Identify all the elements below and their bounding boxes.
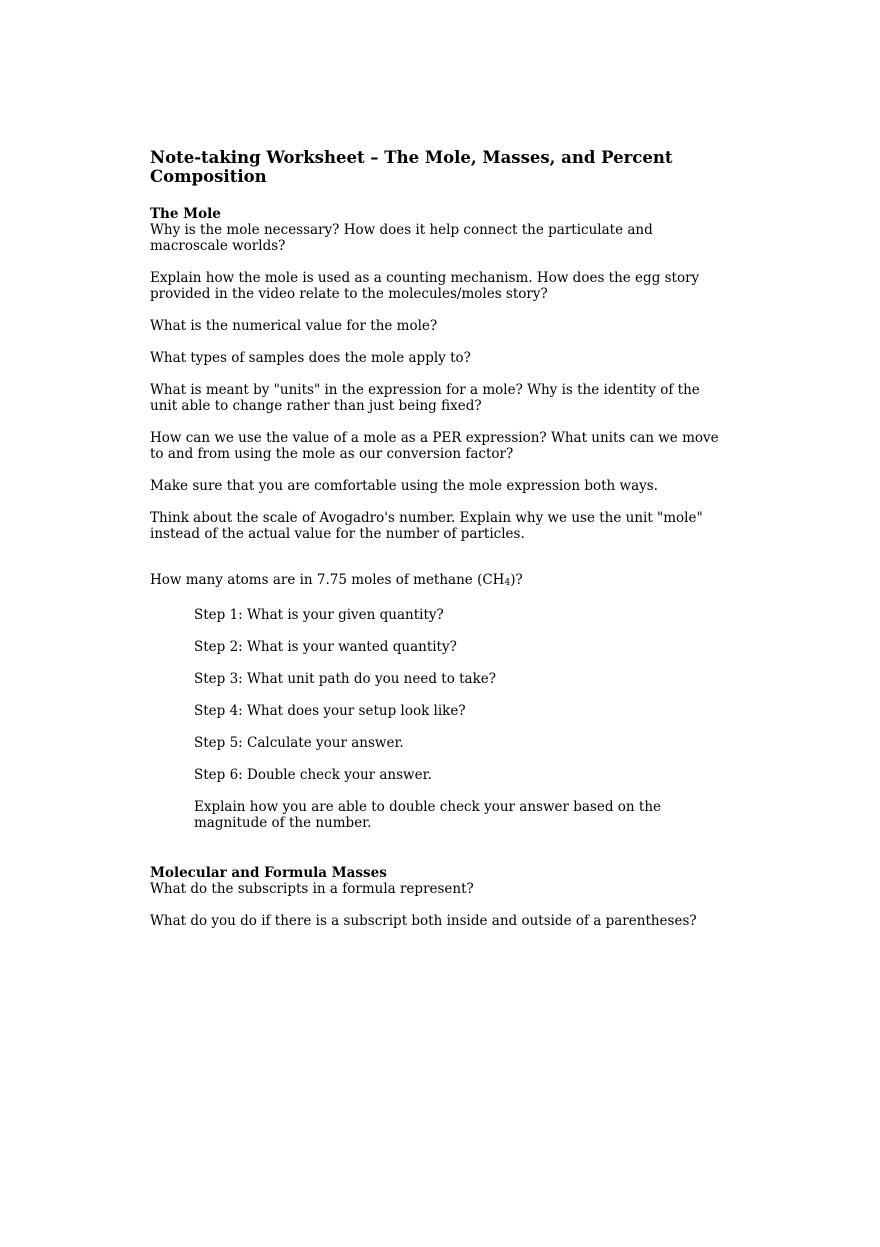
- question-per-expression: How can we use the value of a mole as a PER expression? What units can we move to and from using the mole as our conversion factor?: [150, 430, 719, 462]
- step-5: Step 5: Calculate your answer.: [194, 735, 404, 751]
- step-4: Step 4: What does your setup look like?: [194, 703, 466, 719]
- question-avogadro-scale: Think about the scale of Avogadro's number. Explain why we use the unit "mole" instead of the actual value for the number of particles.: [150, 510, 703, 542]
- problem-steps: [194, 607, 730, 831]
- step-6: Step 6: Double check your answer.: [194, 767, 432, 783]
- section-heading-the-mole: The Mole: [150, 206, 221, 222]
- question-parentheses-subscript: What do you do if there is a subscript both inside and outside of a parentheses?: [150, 913, 697, 929]
- worksheet-page: [150, 148, 730, 945]
- problem-methane-atoms: [150, 572, 730, 591]
- question-numerical-value: What is the numerical value for the mole?: [150, 318, 438, 334]
- section-heading-molecular-formula-masses: Molecular and Formula Masses: [150, 865, 387, 881]
- note-mole-both-ways: Make sure that you are comfortable using the mole expression both ways.: [150, 478, 658, 494]
- step-1: Step 1: What is your given quantity?: [194, 607, 444, 623]
- question-counting-mechanism: Explain how the mole is used as a counting mechanism. How does the egg story provided in the video relate to the molecules/moles story?: [150, 270, 700, 302]
- question-units-meaning: What is meant by "units" in the expression for a mole? Why is the identity of the unit able to change rather than just being fixed?: [150, 382, 700, 414]
- question-subscripts-represent: What do the subscripts in a formula represent?: [150, 881, 474, 897]
- step-3: Step 3: What unit path do you need to take?: [194, 671, 497, 687]
- question-sample-types: What types of samples does the mole apply to?: [150, 350, 471, 366]
- question-mole-necessary: Why is the mole necessary? How does it help connect the particulate and macroscale worlds?: [150, 222, 653, 254]
- step-2: Step 2: What is your wanted quantity?: [194, 639, 457, 655]
- step-explain-magnitude: Explain how you are able to double check your answer based on the magnitude of the number.: [194, 799, 662, 831]
- problem-text-suffix: )?: [510, 572, 523, 588]
- problem-subscript: 4: [504, 578, 511, 588]
- problem-text-prefix: How many atoms are in 7.75 moles of methane (CH: [150, 572, 505, 588]
- page-title: Note-taking Worksheet – The Mole, Masses, and Percent Composition: [150, 148, 673, 186]
